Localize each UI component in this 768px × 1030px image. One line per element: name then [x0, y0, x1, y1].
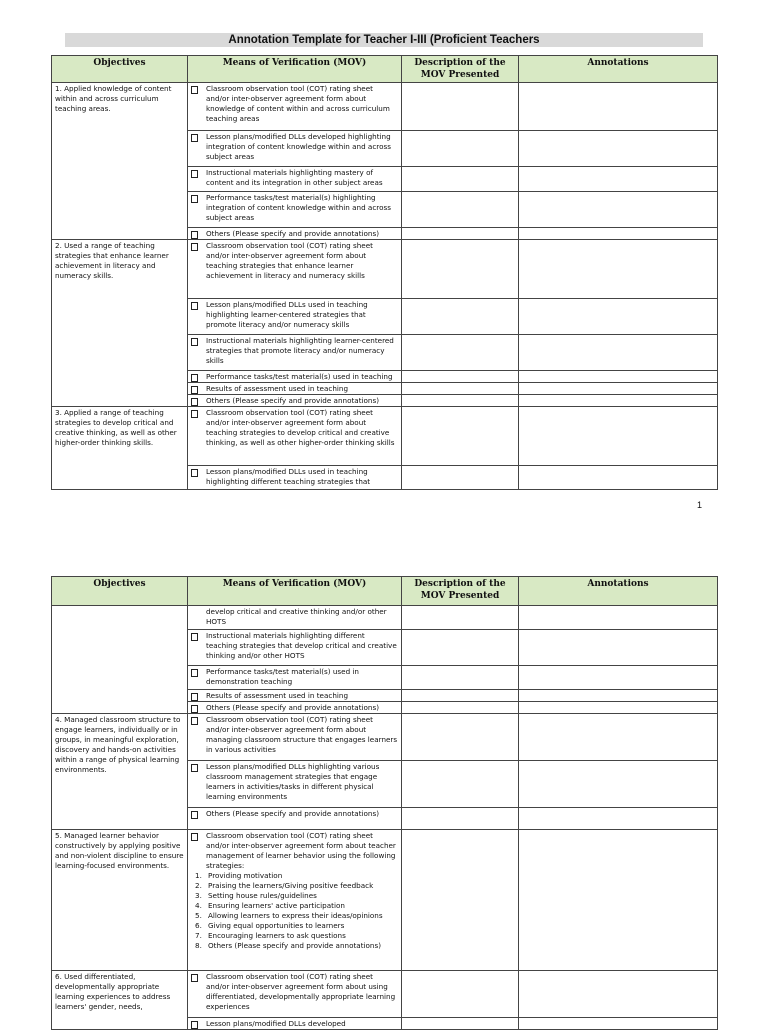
checkbox-icon[interactable]	[191, 469, 198, 477]
objective-6: 6. Used differentiated, developmentally appropriate learning experiences to address learners' gender, needs,	[52, 971, 188, 1030]
mov-item: Instructional materials highlighting different teaching strategies that develop critical and creative thinking and/or other HOTS	[188, 630, 402, 666]
annotation-cell[interactable]	[519, 192, 718, 228]
strategy-list	[191, 871, 398, 951]
header-mov: Means of Verification (MOV)	[188, 577, 402, 606]
checkbox-icon[interactable]	[191, 764, 198, 772]
description-cell[interactable]	[402, 240, 519, 299]
strategy-number: 5.	[195, 911, 202, 920]
strategy-item	[195, 901, 398, 911]
annotation-table-page-2	[51, 576, 718, 1030]
table-row	[52, 240, 718, 299]
description-cell[interactable]	[402, 630, 519, 666]
page-title: Annotation Template for Teacher I-III (Proficient Teachers	[65, 33, 703, 47]
description-cell[interactable]	[402, 761, 519, 808]
checkbox-icon[interactable]	[191, 833, 198, 841]
mov-item: Classroom observation tool (COT) rating sheet and/or inter-observer agreement form about using differentiated, developmentally appropriate learning experiences	[188, 971, 402, 1018]
checkbox-icon[interactable]	[191, 374, 198, 382]
mov-item: Classroom observation tool (COT) rating sheet and/or inter-observer agreement form about teacher management of learner behavior using the following strategies: 1. Providing motivation 2. Praising the learners/Giving positive feedback 3. Setting house rules/guidelines 4. Ensuring learners' active participation 5. Allowing learners to express their ideas/opinions 6. Giving equal opportunities to learners 7. Encouraging learners to ask questions 8. Others (Please specify and provide annotations)	[188, 830, 402, 971]
checkbox-icon[interactable]	[191, 974, 198, 982]
description-cell[interactable]	[402, 466, 519, 490]
mov-item: Others (Please specify and provide annotations)	[188, 228, 402, 240]
annotation-cell[interactable]	[519, 240, 718, 299]
table-row	[52, 714, 718, 761]
table-row	[52, 407, 718, 466]
header-objectives: Objectives	[52, 56, 188, 83]
strategy-text: Others (Please specify and provide annotations)	[208, 941, 382, 950]
description-cell[interactable]	[402, 606, 519, 630]
strategy-item	[195, 881, 398, 891]
description-cell[interactable]	[402, 395, 519, 407]
description-cell[interactable]	[402, 702, 519, 714]
description-cell[interactable]	[402, 690, 519, 702]
description-cell[interactable]	[402, 192, 519, 228]
annotation-cell[interactable]	[519, 131, 718, 167]
strategy-item	[195, 911, 398, 921]
description-cell[interactable]	[402, 808, 519, 830]
strategy-item	[195, 891, 398, 901]
annotation-cell[interactable]	[519, 808, 718, 830]
objective-4: 4. Managed classroom structure to engage learners, individually or in groups, in meaningful exploration, discovery and hands-on activities within a range of physical learning environments.	[52, 714, 188, 830]
description-cell[interactable]	[402, 83, 519, 131]
header-mov: Means of Verification (MOV)	[188, 56, 402, 83]
mov-item: Classroom observation tool (COT) rating sheet and/or inter-observer agreement form about managing classroom structure that engages learners in various activities	[188, 714, 402, 761]
strategy-number: 1.	[195, 871, 202, 880]
table-row	[52, 83, 718, 131]
strategy-item	[195, 871, 398, 881]
checkbox-icon[interactable]	[191, 338, 198, 346]
mov-item-continued: develop critical and creative thinking and/or other HOTS	[188, 606, 402, 630]
checkbox-icon[interactable]	[191, 398, 198, 406]
checkbox-icon[interactable]	[191, 170, 198, 178]
annotation-cell[interactable]	[519, 407, 718, 466]
mov-item: Others (Please specify and provide annotations)	[188, 395, 402, 407]
mov-item: Lesson plans/modified DLLs developed	[188, 1018, 402, 1030]
strategy-text: Providing motivation	[208, 871, 283, 880]
checkbox-icon[interactable]	[191, 243, 198, 251]
mov-item: Lesson plans/modified DLLs used in teaching highlighting different teaching strategies that	[188, 466, 402, 490]
header-description: Description of the MOV Presented	[402, 577, 519, 606]
annotation-cell[interactable]	[519, 702, 718, 714]
description-cell[interactable]	[402, 971, 519, 1018]
table-header-row	[52, 56, 718, 83]
description-cell[interactable]	[402, 714, 519, 761]
annotation-cell[interactable]	[519, 167, 718, 192]
checkbox-icon[interactable]	[191, 302, 198, 310]
checkbox-icon[interactable]	[191, 633, 198, 641]
table-header-row	[52, 577, 718, 606]
strategy-text: Praising the learners/Giving positive feedback	[208, 881, 374, 890]
checkbox-icon[interactable]	[191, 811, 198, 819]
page-number: 1	[697, 500, 703, 510]
table-row	[52, 606, 718, 630]
strategy-text: Allowing learners to express their ideas/opinions	[208, 911, 383, 920]
strategy-number: 6.	[195, 921, 202, 930]
annotation-cell[interactable]	[519, 383, 718, 395]
objective-2: 2. Used a range of teaching strategies that enhance learner achievement in literacy and numeracy skills.	[52, 240, 188, 407]
checkbox-icon[interactable]	[191, 669, 198, 677]
mov-item: Lesson plans/modified DLLs used in teaching highlighting learner-centered strategies that promote literacy and/or numeracy skills	[188, 299, 402, 335]
checkbox-icon[interactable]	[191, 693, 198, 701]
checkbox-icon[interactable]	[191, 195, 198, 203]
strategy-item	[195, 931, 398, 941]
checkbox-icon[interactable]	[191, 386, 198, 394]
strategy-text: Setting house rules/guidelines	[208, 891, 317, 900]
strategy-item	[195, 921, 398, 931]
annotation-cell[interactable]	[519, 666, 718, 690]
annotation-table-page-1	[51, 55, 718, 490]
checkbox-icon[interactable]	[191, 705, 198, 713]
header-annotations: Annotations	[519, 577, 718, 606]
annotation-cell[interactable]	[519, 761, 718, 808]
description-cell[interactable]	[402, 299, 519, 335]
strategy-text: Encouraging learners to ask questions	[208, 931, 346, 940]
mov-item: Results of assessment used in teaching	[188, 383, 402, 395]
description-cell[interactable]	[402, 228, 519, 240]
checkbox-icon[interactable]	[191, 86, 198, 94]
strategy-number: 8.	[195, 941, 202, 950]
page-2	[0, 548, 768, 1028]
checkbox-icon[interactable]	[191, 231, 198, 239]
annotation-cell[interactable]	[519, 630, 718, 666]
mov-item: Others (Please specify and provide annotations)	[188, 702, 402, 714]
checkbox-icon[interactable]	[191, 410, 198, 418]
annotation-cell[interactable]	[519, 690, 718, 702]
objective-1: 1. Applied knowledge of content within and across curriculum teaching areas.	[52, 83, 188, 240]
description-cell[interactable]	[402, 407, 519, 466]
annotation-cell[interactable]	[519, 606, 718, 630]
mov-item: Lesson plans/modified DLLs developed highlighting integration of content knowledge within and across subject areas	[188, 131, 402, 167]
description-cell[interactable]	[402, 666, 519, 690]
header-annotations: Annotations	[519, 56, 718, 83]
strategy-number: 7.	[195, 931, 202, 940]
description-cell[interactable]	[402, 383, 519, 395]
strategy-number: 3.	[195, 891, 202, 900]
annotation-cell[interactable]	[519, 395, 718, 407]
annotation-cell[interactable]	[519, 830, 718, 971]
mov-item: Others (Please specify and provide annotations)	[188, 808, 402, 830]
mov-item: Classroom observation tool (COT) rating sheet and/or inter-observer agreement form about teaching strategies that enhance learner achievement in literacy and numeracy skills	[188, 240, 402, 299]
objective-3-continued	[52, 606, 188, 714]
mov-item: Performance tasks/test material(s) used in demonstration teaching	[188, 666, 402, 690]
header-objectives: Objectives	[52, 577, 188, 606]
annotation-cell[interactable]	[519, 335, 718, 371]
mov-item: Instructional materials highlighting mastery of content and its integration in other subject areas	[188, 167, 402, 192]
checkbox-icon[interactable]	[191, 1021, 198, 1029]
annotation-cell[interactable]	[519, 83, 718, 131]
objective-5: 5. Managed learner behavior constructively by applying positive and non-violent discipline to ensure learning-focused environments.	[52, 830, 188, 971]
mov-item: Performance tasks/test material(s) highlighting integration of content knowledge within and across subject areas	[188, 192, 402, 228]
mov-item: Lesson plans/modified DLLs highlighting various classroom management strategies that engage learners in activities/tasks in different physical learning environments	[188, 761, 402, 808]
annotation-cell[interactable]	[519, 971, 718, 1018]
description-cell[interactable]	[402, 335, 519, 371]
annotation-cell[interactable]	[519, 466, 718, 490]
strategy-number: 4.	[195, 901, 202, 910]
description-cell[interactable]	[402, 371, 519, 383]
strategy-item	[195, 941, 398, 951]
mov-item: Classroom observation tool (COT) rating sheet and/or inter-observer agreement form about knowledge of content within and across curriculum teaching areas	[188, 83, 402, 131]
mov-item: Instructional materials highlighting learner-centered strategies that promote literacy and/or numeracy skills	[188, 335, 402, 371]
mov-item: Results of assessment used in teaching	[188, 690, 402, 702]
header-description: Description of the MOV Presented	[402, 56, 519, 83]
checkbox-icon[interactable]	[191, 134, 198, 142]
table-row	[52, 971, 718, 1018]
strategy-number: 2.	[195, 881, 202, 890]
annotation-cell[interactable]	[519, 714, 718, 761]
annotation-cell[interactable]	[519, 228, 718, 240]
annotation-cell[interactable]	[519, 299, 718, 335]
checkbox-icon[interactable]	[191, 717, 198, 725]
strategy-text: Ensuring learners' active participation	[208, 901, 345, 910]
annotation-cell[interactable]	[519, 371, 718, 383]
table-row	[52, 830, 718, 971]
objective-3: 3. Applied a range of teaching strategies to develop critical and creative thinking, as well as other higher-order thinking skills.	[52, 407, 188, 490]
description-cell[interactable]	[402, 830, 519, 971]
description-cell[interactable]	[402, 131, 519, 167]
mov-item: Performance tasks/test material(s) used in teaching	[188, 371, 402, 383]
mov-item: Classroom observation tool (COT) rating sheet and/or inter-observer agreement form about teaching strategies to develop critical and creative thinking, as well as other higher-order thinking skills	[188, 407, 402, 466]
strategy-text: Giving equal opportunities to learners	[208, 921, 345, 930]
description-cell[interactable]	[402, 167, 519, 192]
